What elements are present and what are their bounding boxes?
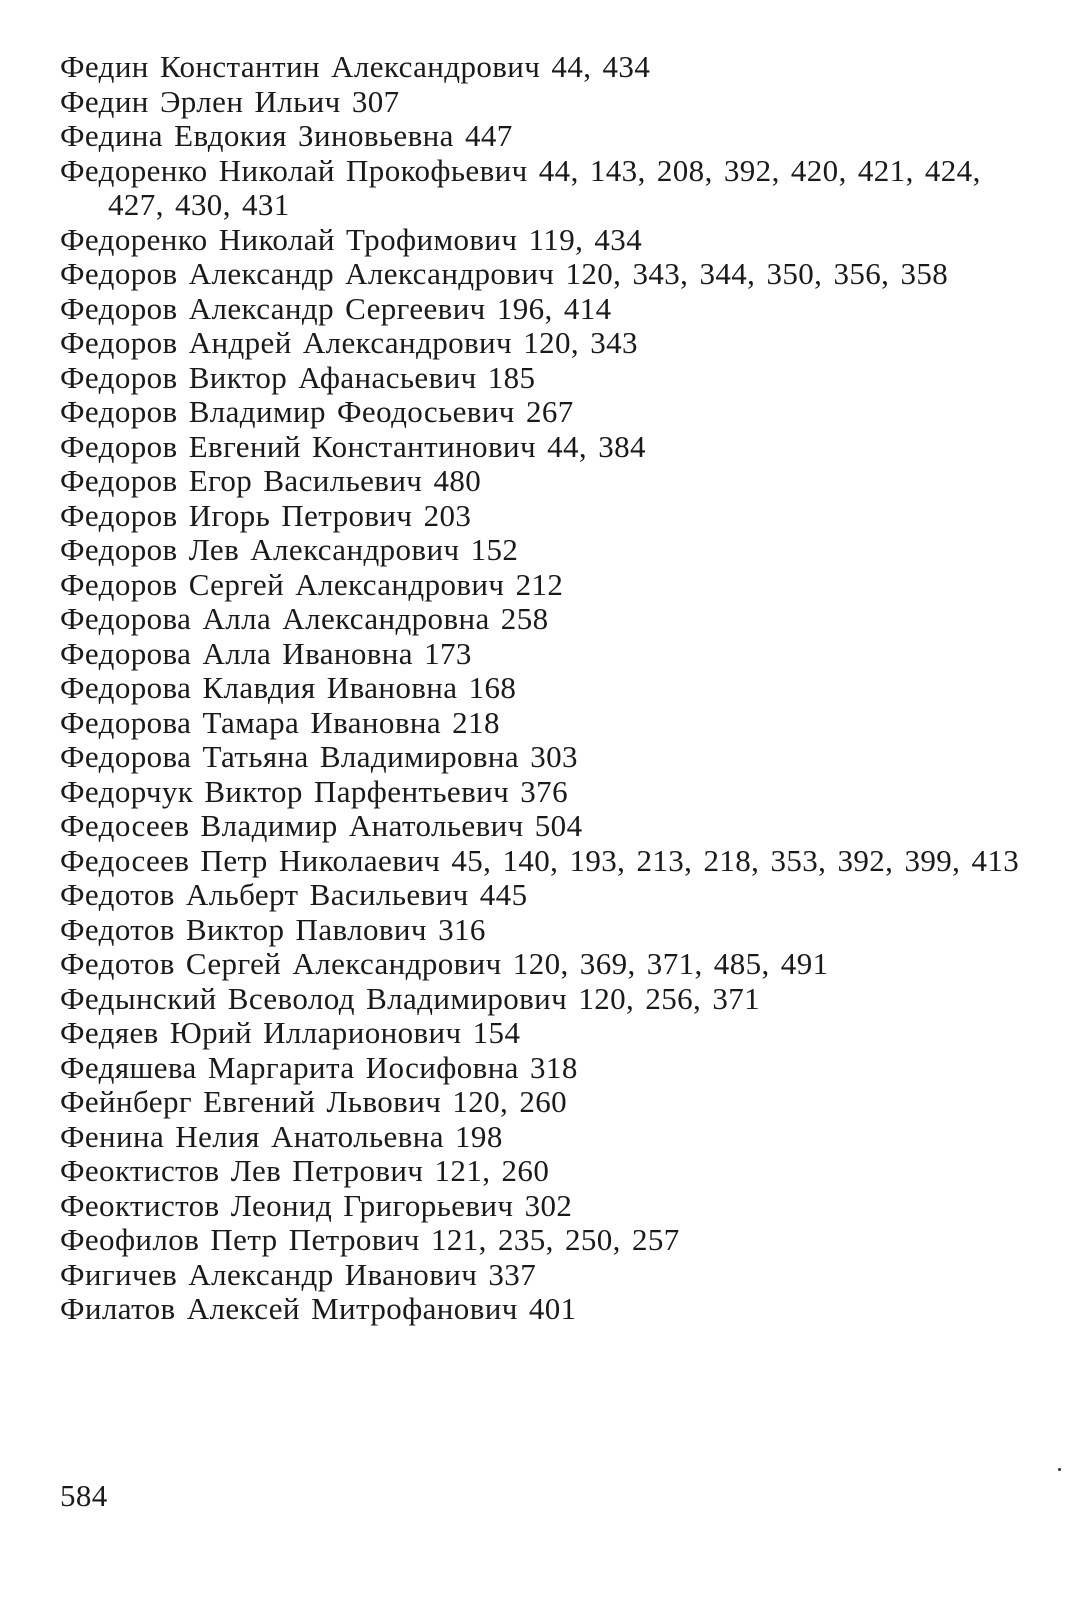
index-entry	[60, 878, 1045, 913]
entry-pages: 198	[455, 1118, 503, 1154]
entry-name: Федоров Александр Сергеевич	[60, 290, 486, 326]
index-entry	[60, 499, 1045, 534]
index-entry	[60, 464, 1045, 499]
entry-pages: 185	[487, 359, 536, 395]
index-entry	[60, 1258, 1045, 1293]
entry-pages: 303	[530, 739, 578, 774]
entry-pages: 401	[528, 1291, 577, 1326]
entry-pages: 44, 384	[547, 428, 646, 464]
index-entry	[60, 430, 1045, 465]
entry-pages: 120, 343	[523, 325, 638, 360]
entry-pages: 44, 434	[551, 49, 651, 84]
entry-pages: 121, 235, 250, 257	[430, 1222, 680, 1257]
index-entry	[60, 1016, 1045, 1051]
entry-pages: 218	[452, 704, 500, 740]
entry-pages: 120, 256, 371	[578, 980, 761, 1016]
index-entry	[60, 326, 1045, 361]
entry-name: Федорчук Виктор Парфентьевич	[60, 773, 510, 809]
entry-name: Федотов Виктор Павлович	[60, 911, 427, 947]
entry-pages: 152	[470, 532, 519, 567]
entry-pages: 376	[520, 773, 568, 809]
index-entry	[60, 1085, 1045, 1120]
index-entry	[60, 119, 1045, 154]
index-entry	[60, 671, 1045, 706]
entry-pages: 337	[488, 1256, 537, 1292]
entry-name: Федоров Сергей Александрович	[60, 566, 505, 602]
entry-name: Федотов Сергей Александрович	[60, 946, 502, 981]
index-entry	[60, 533, 1045, 568]
index-entry	[60, 361, 1045, 396]
entry-pages: 316	[438, 911, 486, 947]
entry-pages: 258	[500, 601, 549, 636]
entry-pages: 447	[464, 118, 513, 153]
entry-name: Феоктистов Лев Петрович	[60, 1153, 424, 1188]
entry-pages: 267	[525, 394, 574, 429]
entry-pages: 203	[423, 497, 472, 533]
entry-pages: 196, 414	[496, 290, 612, 326]
entry-name: Федоров Андрей Александрович	[60, 325, 513, 360]
entry-name: Фенина Нелия Анатольевна	[60, 1118, 444, 1154]
entry-name: Федоров Александр Александрович	[60, 256, 555, 291]
entry-name: Федорова Татьяна Владимировна	[60, 739, 520, 774]
entry-name: Федин Константин Александрович	[60, 49, 541, 84]
entry-name: Федоренко Николай Трофимович	[60, 221, 518, 257]
index-entry	[60, 1189, 1045, 1224]
entry-pages: 121, 260	[434, 1153, 550, 1188]
index-entry	[60, 913, 1045, 948]
entry-pages: 45, 140, 193, 213, 218, 353, 392, 399, 413	[451, 842, 1020, 878]
entry-pages: 504	[534, 808, 583, 843]
index-entry	[60, 257, 1045, 292]
index-entry	[60, 1223, 1045, 1258]
entry-name: Федорова Алла Александровна	[60, 601, 490, 636]
entry-pages: 445	[479, 877, 528, 912]
entry-name: Федяев Юрий Илларионович	[60, 1015, 462, 1050]
entry-name: Федынский Всеволод Владимирович	[60, 980, 568, 1016]
index-entry	[60, 982, 1045, 1017]
entry-name: Феофилов Петр Петрович	[60, 1222, 420, 1257]
entry-pages: 120, 369, 371, 485, 491	[512, 946, 829, 981]
entry-name: Филатов Алексей Митрофанович	[60, 1291, 518, 1326]
index-entry	[60, 844, 1045, 879]
entry-name: Фигичев Александр Иванович	[60, 1256, 478, 1292]
entry-pages: 212	[515, 566, 564, 602]
entry-name: Федоров Игорь Петрович	[60, 497, 413, 533]
entry-name: Федоров Владимир Феодосьевич	[60, 394, 515, 429]
index-entry	[60, 1292, 1045, 1327]
index-entry	[60, 809, 1045, 844]
index-entry	[60, 1051, 1045, 1086]
index-entry	[60, 395, 1045, 430]
index-entry	[60, 775, 1045, 810]
entry-pages: 480	[433, 463, 482, 498]
index-entry	[60, 568, 1045, 603]
index-entry	[60, 50, 1045, 85]
entry-pages: 168	[468, 670, 517, 705]
index-entry	[60, 706, 1045, 741]
print-speck	[1058, 1468, 1061, 1471]
entry-name: Федина Евдокия Зиновьевна	[60, 118, 454, 153]
index-entry	[60, 292, 1045, 327]
index-entry	[60, 1154, 1045, 1189]
index-entry	[60, 223, 1045, 258]
entry-name: Федоров Егор Васильевич	[60, 463, 423, 498]
entry-name: Федорова Клавдия Ивановна	[60, 670, 458, 705]
entry-name: Фейнберг Евгений Львович	[60, 1084, 442, 1119]
index-entry	[60, 740, 1045, 775]
entry-pages: 120, 343, 344, 350, 356, 358	[565, 256, 949, 291]
entry-pages: 120, 260	[452, 1084, 568, 1119]
entry-name: Федоров Виктор Афанасьевич	[60, 359, 477, 395]
entry-name: Федоров Лев Александрович	[60, 532, 460, 567]
entry-name: Федосеев Петр Николаевич	[60, 842, 441, 878]
entry-name: Федяшева Маргарита Иосифовна	[60, 1049, 519, 1085]
entry-pages: 119, 434	[528, 221, 643, 257]
entry-pages: 307	[351, 83, 400, 119]
entry-name: Федоренко Николай Прокофьевич	[60, 152, 528, 188]
index-entry	[60, 637, 1045, 672]
index-entry	[60, 85, 1045, 120]
entry-name: Феоктистов Леонид Григорьевич	[60, 1187, 514, 1223]
entry-pages: 173	[424, 635, 472, 671]
entry-pages: 44, 143, 208, 392, 420, 421, 424, 427, 430, 431	[108, 152, 981, 222]
index-entry	[60, 602, 1045, 637]
index-entry	[60, 154, 1045, 223]
name-index-list	[60, 50, 1045, 1327]
entry-pages: 154	[472, 1015, 521, 1050]
entry-name: Федотов Альберт Васильевич	[60, 877, 469, 912]
entry-name: Федорова Тамара Ивановна	[60, 704, 442, 740]
entry-name: Федин Эрлен Ильич	[60, 83, 341, 119]
entry-pages: 302	[524, 1187, 573, 1223]
entry-name: Федорова Алла Ивановна	[60, 635, 413, 671]
entry-pages: 318	[530, 1049, 578, 1085]
index-entry	[60, 947, 1045, 982]
entry-name: Федоров Евгений Константинович	[60, 428, 536, 464]
page-number: 584	[60, 1478, 108, 1513]
index-entry	[60, 1120, 1045, 1155]
entry-name: Федосеев Владимир Анатольевич	[60, 808, 524, 843]
